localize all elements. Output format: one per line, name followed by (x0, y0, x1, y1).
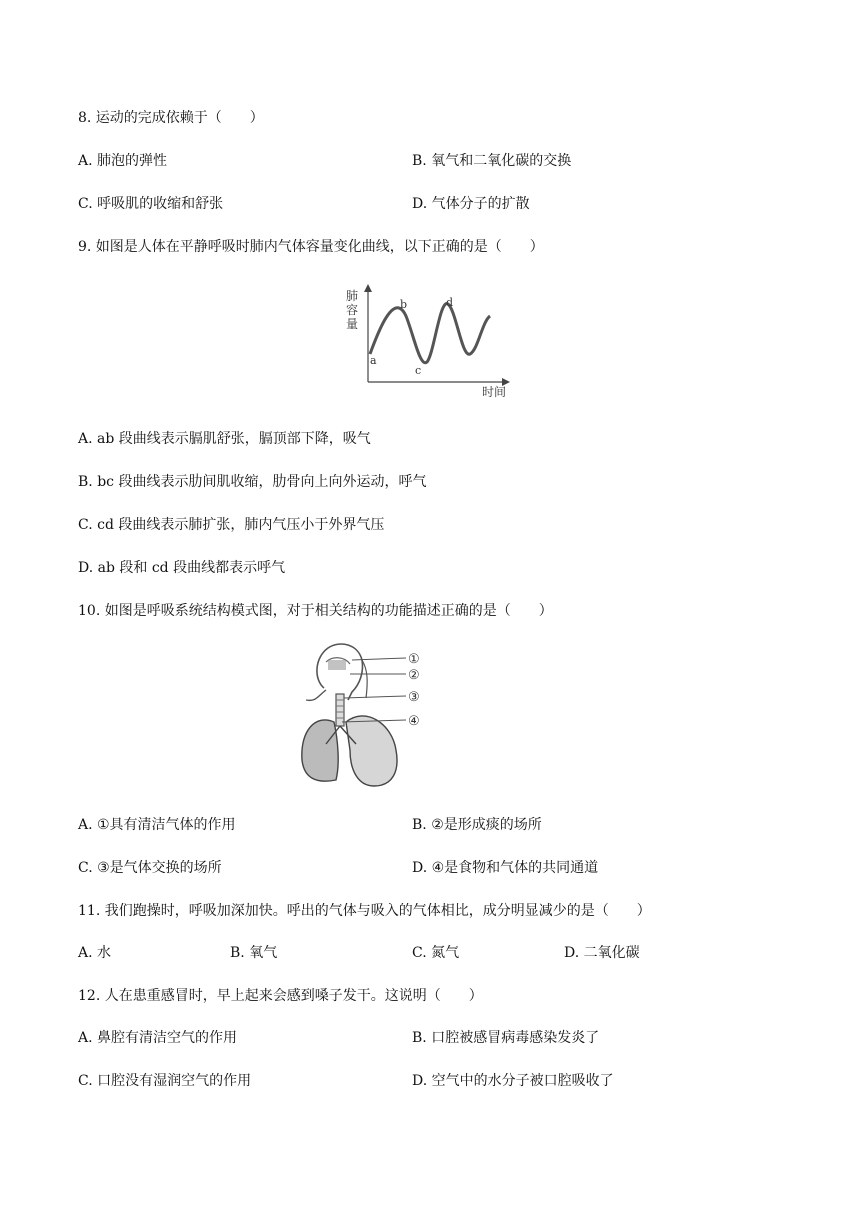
q11-option-d: D. 二氧化碳 (564, 945, 640, 961)
point-c-label: c (415, 364, 422, 377)
nasal-shading (328, 660, 346, 670)
q10-option-d: D. ④是食物和气体的共同通道 (412, 860, 599, 876)
q10-option-b: B. ②是形成痰的场所 (412, 817, 542, 833)
lung-volume-curve-figure (330, 282, 520, 400)
q12-option-a: A. 鼻腔有清洁空气的作用 (78, 1030, 238, 1046)
leader-1 (352, 658, 406, 660)
q9-option-b: B. bc 段曲线表示肋间肌收缩，肋骨向上向外运动，呼气 (78, 474, 427, 490)
q9-stem: 9. 如图是人体在平静呼吸时肺内气体容量变化曲线，以下正确的是（ ） (78, 239, 544, 255)
q11-option-a: A. 水 (78, 945, 112, 961)
leader-3 (344, 696, 406, 698)
q9-option-a: A. ab 段曲线表示膈肌舒张，膈顶部下降，吸气 (78, 431, 371, 447)
volume-curve (370, 304, 490, 363)
point-a-label: a (370, 354, 377, 367)
q11-stem: 11. 我们跑操时，呼吸加深加快。呼出的气体与吸入的气体相比，成分明显减少的是（ ） (78, 903, 651, 919)
label-4: ④ (408, 714, 420, 729)
left-lung (302, 720, 338, 781)
q9-option-d: D. ab 段和 cd 段曲线都表示呼气 (78, 560, 286, 576)
y-label-1: 肺 (346, 289, 359, 303)
q8-option-a: A. 肺泡的弹性 (78, 153, 168, 169)
q12-option-c: C. 口腔没有湿润空气的作用 (78, 1073, 252, 1089)
q8-option-c: C. 呼吸肌的收缩和舒张 (78, 196, 224, 212)
q12-option-d: D. 空气中的水分子被口腔吸收了 (412, 1073, 614, 1089)
q8-option-b: B. 氧气和二氧化碳的交换 (412, 153, 572, 169)
label-3: ③ (408, 690, 420, 705)
q11-option-c: C. 氮气 (412, 945, 460, 961)
q10-option-a: A. ①具有清洁气体的作用 (78, 817, 236, 833)
y-label-3: 量 (346, 317, 359, 331)
point-d-label: d (446, 296, 454, 309)
q10-stem: 10. 如图是呼吸系统结构模式图，对于相关结构的功能描述正确的是（ ） (78, 603, 553, 619)
q12-stem: 12. 人在患重感冒时，早上起来会感到嗓子发干。这说明（ ） (78, 988, 483, 1004)
q11-option-b: B. 氧气 (230, 945, 278, 961)
trachea (336, 694, 344, 726)
x-label: 时间 (482, 385, 507, 399)
right-lung (346, 716, 397, 786)
q12-option-b: B. 口腔被感冒病毒感染发炎了 (412, 1030, 600, 1046)
neck-outline (306, 690, 326, 700)
label-2: ② (408, 668, 420, 683)
q8-option-d: D. 气体分子的扩散 (412, 196, 530, 212)
y-axis-arrow (364, 284, 372, 292)
q8-stem: 8. 运动的完成依赖于（ ） (78, 110, 264, 126)
point-b-label: b (400, 298, 408, 311)
respiratory-system-figure (296, 640, 436, 790)
label-1: ① (408, 652, 420, 667)
q9-option-c: C. cd 段曲线表示肺扩张，肺内气压小于外界气压 (78, 517, 385, 533)
q10-option-c: C. ③是气体交换的场所 (78, 860, 222, 876)
y-label-2: 容 (346, 303, 359, 317)
